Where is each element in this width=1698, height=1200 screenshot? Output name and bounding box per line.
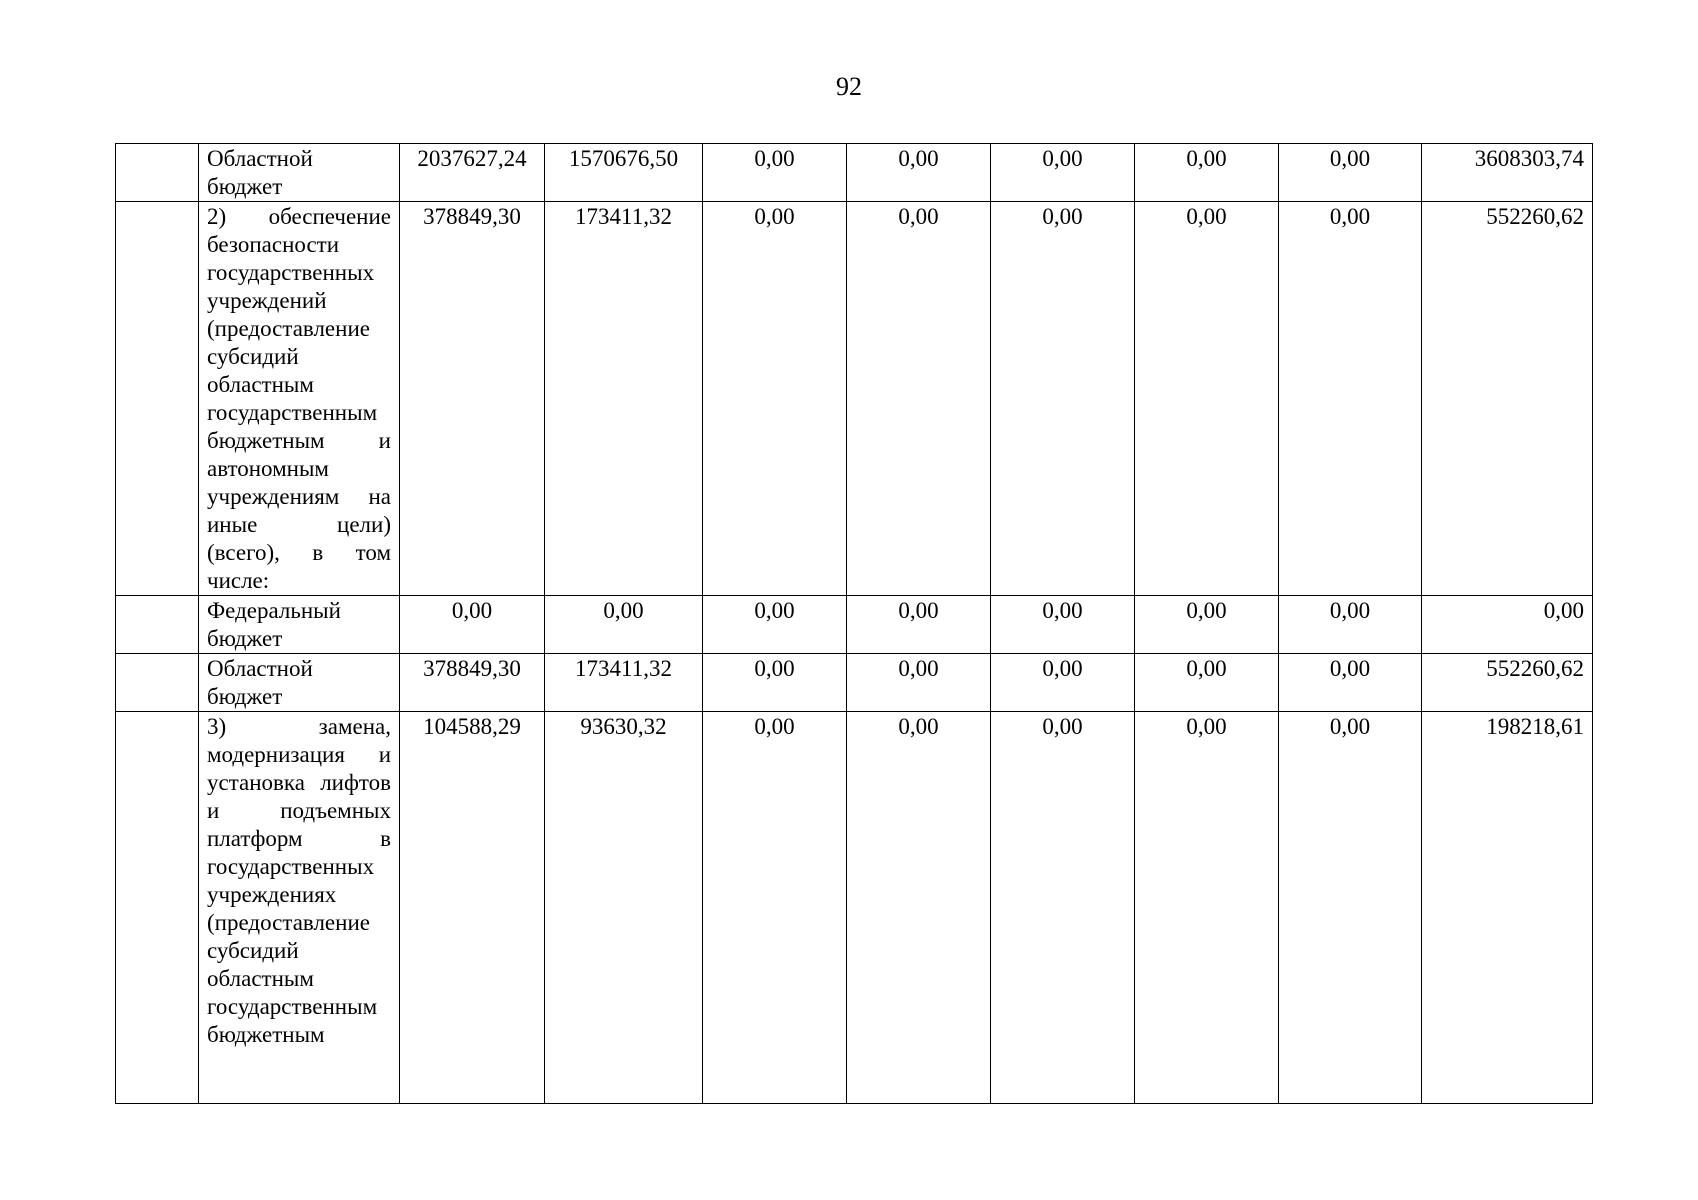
table-row <box>116 654 1593 712</box>
total-cell: 552260,62 <box>1422 202 1593 596</box>
value-cell: 0,00 <box>703 712 847 1104</box>
value-cell: 0,00 <box>1135 144 1279 202</box>
value-cell: 173411,32 <box>545 654 703 712</box>
row-label: Областной бюджет <box>199 654 400 712</box>
value-cell: 0,00 <box>847 654 991 712</box>
value-cell: 0,00 <box>991 596 1135 654</box>
value-cell: 0,00 <box>991 654 1135 712</box>
table-row <box>116 202 1593 596</box>
row-label: Областной бюджет <box>199 144 400 202</box>
value-cell: 0,00 <box>703 202 847 596</box>
total-cell: 3608303,74 <box>1422 144 1593 202</box>
value-cell: 1570676,50 <box>545 144 703 202</box>
value-cell: 0,00 <box>545 596 703 654</box>
row-label: 3) замена, модернизация и установка лифтов и подъемных платформ в государственных учреждениях (предоставление субсидий областным государственным бюджетным <box>199 712 400 1104</box>
table-row <box>116 144 1593 202</box>
value-cell: 0,00 <box>703 654 847 712</box>
value-cell: 2037627,24 <box>400 144 545 202</box>
value-cell: 93630,32 <box>545 712 703 1104</box>
row-number-cell <box>116 596 199 654</box>
total-cell: 0,00 <box>1422 596 1593 654</box>
value-cell: 104588,29 <box>400 712 545 1104</box>
value-cell: 0,00 <box>1279 654 1422 712</box>
total-cell: 198218,61 <box>1422 712 1593 1104</box>
budget-table <box>115 143 1593 1104</box>
total-cell: 552260,62 <box>1422 654 1593 712</box>
value-cell: 173411,32 <box>545 202 703 596</box>
row-number-cell <box>116 144 199 202</box>
value-cell: 378849,30 <box>400 202 545 596</box>
value-cell: 0,00 <box>1135 596 1279 654</box>
page-number: 92 <box>836 72 862 101</box>
value-cell: 0,00 <box>847 712 991 1104</box>
row-number-cell <box>116 202 199 596</box>
row-label: Федеральный бюджет <box>199 596 400 654</box>
value-cell: 0,00 <box>1279 144 1422 202</box>
row-number-cell <box>116 712 199 1104</box>
value-cell: 0,00 <box>991 202 1135 596</box>
value-cell: 0,00 <box>703 596 847 654</box>
table-row <box>116 712 1593 1104</box>
value-cell: 0,00 <box>991 144 1135 202</box>
value-cell: 0,00 <box>400 596 545 654</box>
value-cell: 0,00 <box>847 596 991 654</box>
value-cell: 0,00 <box>703 144 847 202</box>
value-cell: 0,00 <box>1135 654 1279 712</box>
table-row <box>116 596 1593 654</box>
value-cell: 0,00 <box>991 712 1135 1104</box>
value-cell: 378849,30 <box>400 654 545 712</box>
value-cell: 0,00 <box>1135 202 1279 596</box>
value-cell: 0,00 <box>1279 712 1422 1104</box>
value-cell: 0,00 <box>1135 712 1279 1104</box>
row-label: 2) обеспечение безопасности государственных учреждений (предоставление субсидий областным государственным бюджетным и автономным учреждениям на иные цели) (всего), в том числе: <box>199 202 400 596</box>
value-cell: 0,00 <box>1279 596 1422 654</box>
value-cell: 0,00 <box>1279 202 1422 596</box>
value-cell: 0,00 <box>847 202 991 596</box>
row-number-cell <box>116 654 199 712</box>
value-cell: 0,00 <box>847 144 991 202</box>
